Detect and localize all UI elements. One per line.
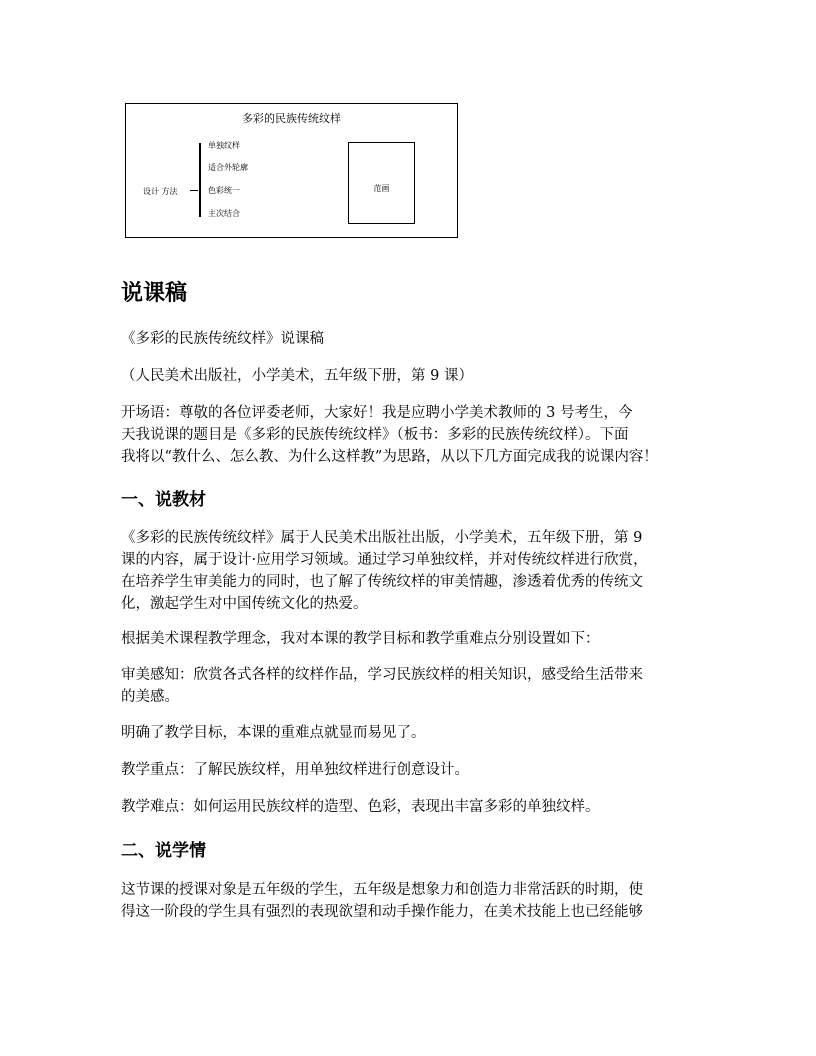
section1-para2: 根据美术课程教学理念，我对本课的教学目标和教学重难点分别设置如下： <box>121 631 600 647</box>
text-line: 我将以“教什么、怎么教、为什么这样教”为思路，从以下几方面完成我的说课内容！ <box>121 449 658 465</box>
brace-tick <box>190 190 198 191</box>
section1-para3 <box>121 664 701 708</box>
board-item: 适合外轮廓 <box>208 163 248 172</box>
page-heading: 说课稿 <box>121 281 188 306</box>
board-diagram <box>125 103 458 238</box>
text-line: 审美感知：欣赏各式各样的纹样作品，学习民族纹样的相关知识，感受给生活带来 <box>121 667 643 683</box>
board-left-label: 设计 方法 <box>143 187 178 196</box>
board-title: 多彩的民族传统纹样 <box>242 112 341 125</box>
text-line: 在培养学生审美能力的同时，也了解了传统纹样的审美情趣，渗透着优秀的传统文 <box>121 574 643 590</box>
text-line: 的美感。 <box>121 689 179 705</box>
text-line: 天我说课的题目是《多彩的民族传统纹样》（板书：多彩的民族传统纹样）。下面 <box>121 427 629 443</box>
board-item: 色彩统一 <box>208 186 240 195</box>
section2-heading: 二、说学情 <box>121 841 206 861</box>
title-line: 《多彩的民族传统纹样》说课稿 <box>121 331 324 347</box>
text-line: 这节课的授课对象是五年级的学生，五年级是想象力和创造力非常活跃的时期，使 <box>121 882 643 898</box>
section2-para1 <box>121 879 701 923</box>
section1-para5: 教学重点：了解民族纹样，用单独纹样进行创意设计。 <box>121 762 469 778</box>
text-line: 《多彩的民族传统纹样》属于人民美术出版社出版，小学美术，五年级下册，第 9 <box>121 530 643 546</box>
section1-para4: 明确了教学目标，本课的重难点就显而易见了。 <box>121 725 426 741</box>
publisher-line: （人民美术出版社，小学美术，五年级下册，第 9 课） <box>121 368 473 384</box>
board-item: 主次结合 <box>208 209 240 218</box>
board-example-label: 范画 <box>373 184 390 193</box>
text-line: 化，激起学生对中国传统文化的热爱。 <box>121 596 368 612</box>
board-brace <box>199 143 201 217</box>
text-line: 开场语：尊敬的各位评委老师，大家好！我是应聘小学美术教师的 3 号考生，今 <box>121 405 633 421</box>
board-example-box <box>348 142 415 224</box>
board-item: 单独纹样 <box>208 141 240 150</box>
opening-paragraph <box>121 402 701 468</box>
text-line: 课的内容，属于设计·应用学习领域。通过学习单独纹样，并对传统纹样进行欣赏， <box>121 552 648 568</box>
section1-para6: 教学难点：如何运用民族纹样的造型、色彩，表现出丰富多彩的单独纹样。 <box>121 799 600 815</box>
section1-para1 <box>121 527 701 615</box>
section1-heading: 一、说教材 <box>121 490 206 510</box>
text-line: 得这一阶段的学生具有强烈的表现欲望和动手操作能力，在美术技能上也已经能够 <box>121 904 643 920</box>
